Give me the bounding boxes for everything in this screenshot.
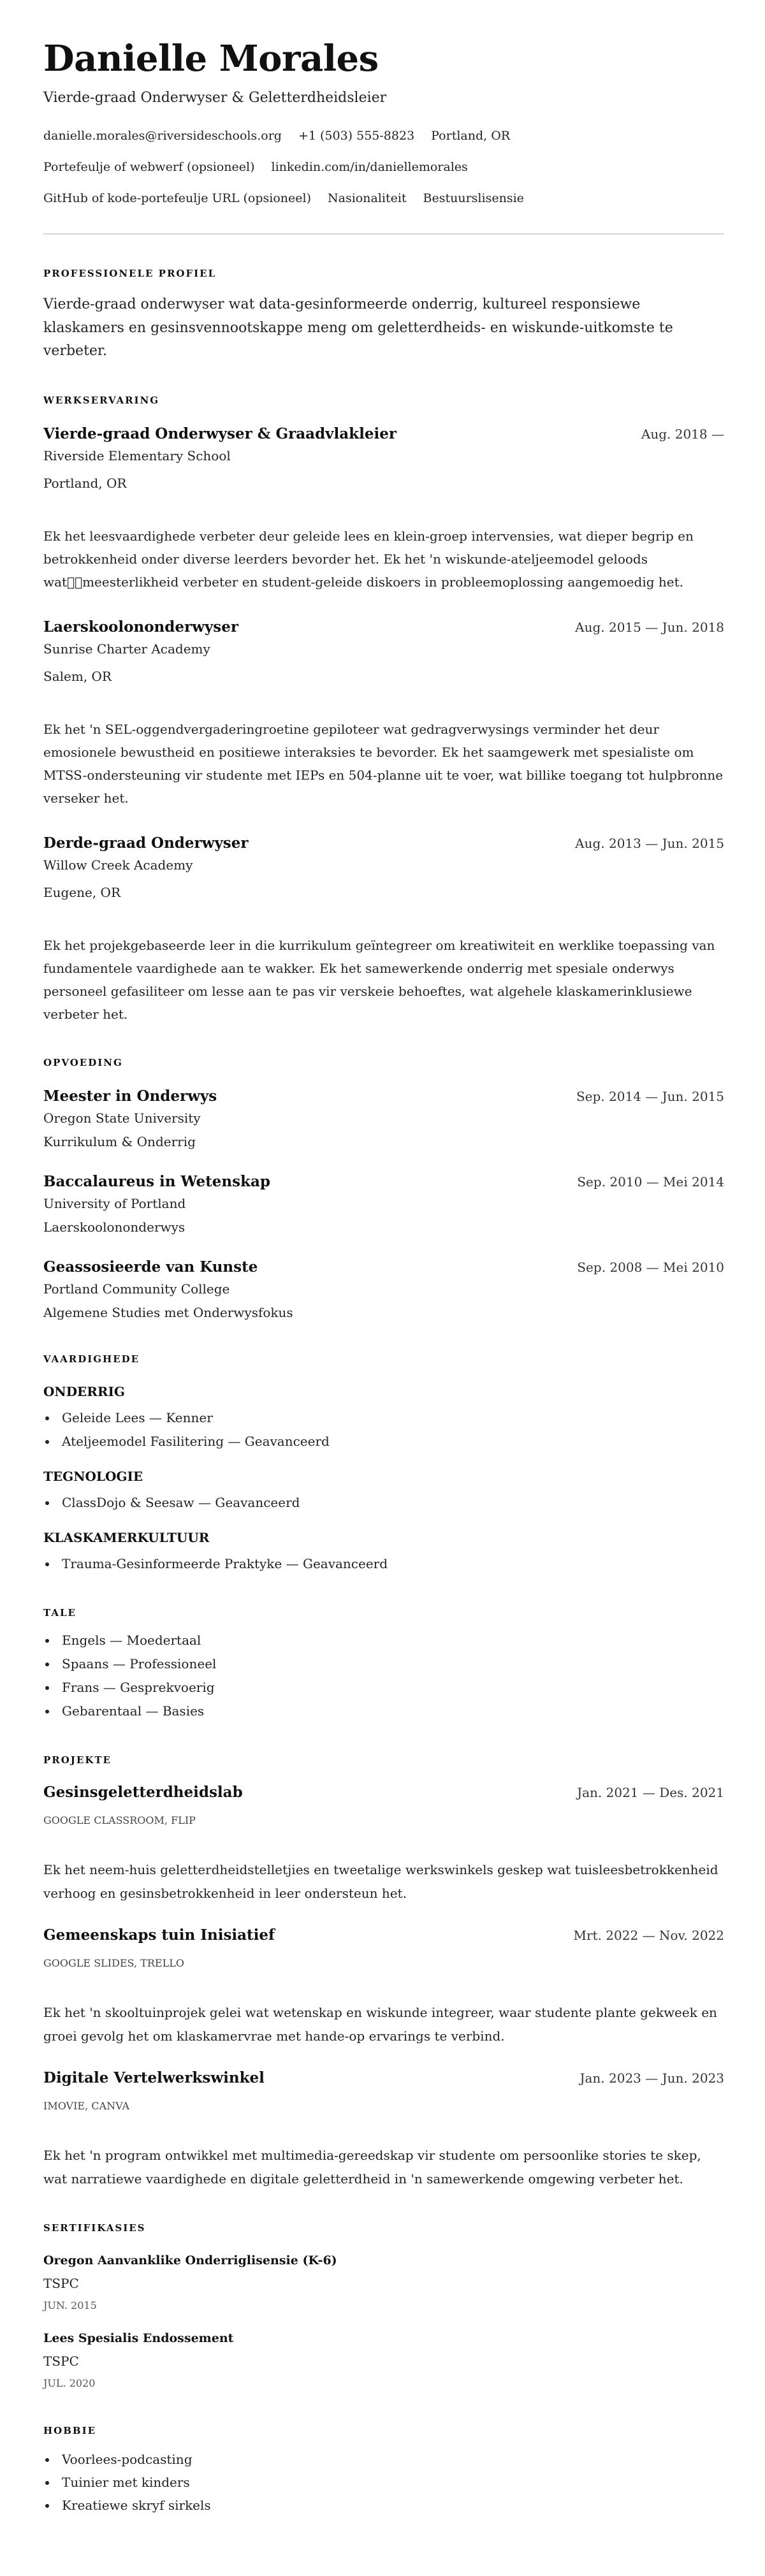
project-header	[43, 1926, 724, 1945]
contact-row	[43, 126, 724, 145]
education-dates: Sep. 2014 — Jun. 2015	[576, 1088, 724, 1104]
certification-entry	[43, 2329, 724, 2391]
job-description: Ek het leesvaardighede verbeter deur geleide lees en klein-groep intervensies, wat dieper begrip en betrokkenheid onder diverse leerders bevorder het. Ek het 'n wiskunde-ateljeemodel geloods wat meesterlikheid verbeter en student-geleide diskoers in probleemoplossing aangemoedig het.	[43, 528, 694, 590]
section-heading: TALE	[43, 1606, 76, 1619]
certification-title: Oregon Aanvanklike Onderriglisensie (K-6)	[43, 2253, 337, 2267]
job-location: Portland, OR	[43, 475, 127, 491]
section-heading: VAARDIGHEDE	[43, 1353, 140, 1365]
section-skills	[43, 1353, 724, 1576]
skill-list	[43, 1406, 724, 1453]
job-company: Sunrise Charter Academy	[43, 641, 210, 657]
contact-item: GitHub of kode-portefeulje URL (opsioneel)	[43, 191, 311, 205]
certification-issuer: TSPC	[43, 2353, 79, 2369]
education-entry	[43, 1087, 724, 1151]
language-list	[43, 1629, 724, 1723]
job-title: Derde-graad Onderwyser	[43, 834, 249, 852]
section-heading: PROFESSIONELE PROFIEL	[43, 268, 217, 279]
education-entry	[43, 1172, 724, 1237]
project-title: Gemeenskaps tuin Inisiatief	[43, 1926, 275, 1944]
section-heading: WERKSERVARING	[43, 394, 160, 406]
section-certifications	[43, 2222, 724, 2391]
candidate-name: Danielle Morales	[43, 38, 379, 80]
skill-category: KLASKAMERKULTUUR	[43, 1529, 210, 1545]
section-heading: PROJEKTE	[43, 1754, 112, 1766]
skill-list	[43, 1552, 724, 1576]
skill-category: TEGNOLOGIE	[43, 1468, 143, 1484]
job-entry	[43, 618, 724, 810]
degree: Meester in Onderwys	[43, 1087, 217, 1105]
project-dates: Jan. 2021 — Des. 2021	[577, 1784, 724, 1800]
field-of-study: Laerskoolononderwys	[43, 1219, 186, 1235]
hobby-item: Voorlees-podcasting	[43, 2448, 724, 2471]
job-header	[43, 834, 724, 853]
language-item: Engels — Moedertaal	[43, 1629, 724, 1652]
skill-item: ClassDojo & Seesaw — Geavanceerd	[43, 1491, 724, 1515]
job-header	[43, 618, 724, 637]
section-heading: HOBBIE	[43, 2424, 97, 2436]
job-company: Riverside Elementary School	[43, 448, 231, 463]
degree: Baccalaureus in Wetenskap	[43, 1172, 270, 1190]
project-dates: Jan. 2023 — Jun. 2023	[579, 2070, 724, 2086]
hobby-item: Kreatiewe skryf sirkels	[43, 2494, 724, 2517]
job-dates: Aug. 2013 — Jun. 2015	[575, 835, 724, 851]
education-header	[43, 1087, 724, 1106]
job-dates: Aug. 2015 — Jun. 2018	[575, 619, 724, 635]
contact-item: danielle.morales@riversideschools.org	[43, 129, 282, 143]
skill-item: Ateljeemodel Fasilitering — Geavanceerd	[43, 1430, 724, 1453]
section-education	[43, 1056, 724, 1322]
field-of-study: Kurrikulum & Onderrig	[43, 1133, 196, 1149]
skill-list	[43, 1491, 724, 1515]
degree: Geassosieerde van Kunste	[43, 1258, 258, 1276]
section-experience	[43, 394, 724, 1026]
job-entry	[43, 425, 724, 593]
contact-item: Nasionaliteit	[328, 191, 407, 205]
hobby-list	[43, 2448, 724, 2517]
section-projects	[43, 1754, 724, 2191]
project-header	[43, 2069, 724, 2088]
job-entry	[43, 834, 724, 1026]
contact-item: linkedin.com/in/daniellemorales	[271, 160, 468, 174]
job-header	[43, 425, 724, 444]
candidate-title: Vierde-graad Onderwyser & Geletterdheidsleier	[43, 90, 387, 106]
project-tech: GOOGLE SLIDES, TRELLO	[43, 1956, 184, 1969]
section-heading: SERTIFIKASIES	[43, 2222, 146, 2234]
education-dates: Sep. 2010 — Mei 2014	[577, 1174, 724, 1190]
certification-title: Lees Spesialis Endossement	[43, 2331, 234, 2345]
contact-item: Bestuurslisensie	[423, 191, 524, 205]
project-description: Ek het neem-huis geletterdheidstelletjies en tweetalige werkswinkels geskep wat tuisleesbetrokkenheid verhoog en gesinsbetrokkenheid in leer ondersteun het.	[43, 1861, 718, 1901]
language-item: Frans — Gesprekvoerig	[43, 1676, 724, 1699]
skill-item: Trauma-Gesinformeerde Praktyke — Geavanceerd	[43, 1552, 724, 1576]
section-heading: OPVOEDING	[43, 1056, 123, 1068]
job-location: Eugene, OR	[43, 884, 121, 900]
project-title: Digitale Vertelwerkswinkel	[43, 2069, 265, 2086]
project-description: Ek het 'n program ontwikkel met multimedia-gereedskap vir studente om persoonlike stories te skep, wat narratiewe vaardighede en digitale geletterdheid in 'n samewerkende omgewing verbeter het.	[43, 2147, 701, 2187]
contact-row	[43, 189, 724, 208]
language-item: Spaans — Professioneel	[43, 1652, 724, 1676]
contact-item: Portefeulje of webwerf (opsioneel)	[43, 160, 255, 174]
project-title: Gesinsgeletterdheidslab	[43, 1783, 243, 1801]
section-hobbies	[43, 2424, 724, 2517]
field-of-study: Algemene Studies met Onderwysfokus	[43, 1304, 293, 1320]
school: Oregon State University	[43, 1110, 201, 1126]
school: University of Portland	[43, 1195, 186, 1211]
project-entry	[43, 1783, 724, 1905]
job-company: Willow Creek Academy	[43, 857, 193, 873]
school: Portland Community College	[43, 1281, 230, 1297]
profile-summary: Vierde-graad onderwyser wat data-gesinformeerde onderrig, kultureel responsiewe klaskamers en gesinsvennootskappe meng om geletterdheids- en wiskunde-uitkomste te verbeter.	[43, 296, 673, 360]
job-dates: Aug. 2018 —	[641, 426, 724, 442]
job-title: Laerskoolononderwyser	[43, 618, 238, 636]
contact-item: Portland, OR	[431, 129, 511, 143]
education-header	[43, 1258, 724, 1277]
header-divider	[43, 233, 724, 235]
certification-date: JUL. 2020	[43, 2376, 96, 2389]
education-entry	[43, 1258, 724, 1322]
skill-category: ONDERRIG	[43, 1383, 125, 1399]
section-profile	[43, 267, 724, 363]
project-entry	[43, 2069, 724, 2191]
project-dates: Mrt. 2022 — Nov. 2022	[573, 1927, 724, 1943]
project-tech: IMOVIE, CANVA	[43, 2099, 130, 2112]
project-entry	[43, 1926, 724, 2048]
certification-entry	[43, 2252, 724, 2313]
contact-item: +1 (503) 555-8823	[298, 129, 415, 143]
contact-row	[43, 157, 724, 177]
project-tech: GOOGLE CLASSROOM, FLIP	[43, 1814, 196, 1826]
job-description: Ek het 'n SEL-oggendvergaderingroetine gepiloteer wat gedragverwysings verminder het deur emosionele bewustheid en positiewe interaksies te bevorder. Ek het saamgewerk met spesialiste om MTSS-ondersteuning vir studente met IEPs en 504-planne uit te voer, wat billike toegang tot hulpbronne verseker het.	[43, 721, 724, 806]
project-description: Ek het 'n skooltuinprojek gelei wat wetenskap en wiskunde integreer, waar studente plante gekweek en groei gevolg het om klaskamervrae met hande-op ervarings te verbind.	[43, 2004, 717, 2044]
education-dates: Sep. 2008 — Mei 2010	[577, 1259, 724, 1275]
certification-issuer: TSPC	[43, 2275, 79, 2291]
project-header	[43, 1783, 724, 1802]
job-location: Salem, OR	[43, 668, 112, 684]
skill-item: Geleide Lees — Kenner	[43, 1406, 724, 1430]
resume-header	[43, 37, 724, 208]
language-item: Gebarentaal — Basies	[43, 1699, 724, 1723]
section-languages	[43, 1606, 724, 1723]
certification-date: JUN. 2015	[43, 2299, 97, 2311]
hobby-item: Tuinier met kinders	[43, 2471, 724, 2494]
job-description: Ek het projekgebaseerde leer in die kurrikulum geïntegreer om kreatiwiteit en werklike toepassing van fundamentele vaardighede aan te wakker. Ek het samewerkende onderrig met spesiale onderwys personeel gefasiliteer om lesse aan te pas vir verskeie behoeftes, wat algehele klaskamerinklusiewe verbeter het.	[43, 937, 715, 1022]
education-header	[43, 1172, 724, 1191]
job-title: Vierde-graad Onderwyser & Graadvlakleier	[43, 425, 397, 442]
